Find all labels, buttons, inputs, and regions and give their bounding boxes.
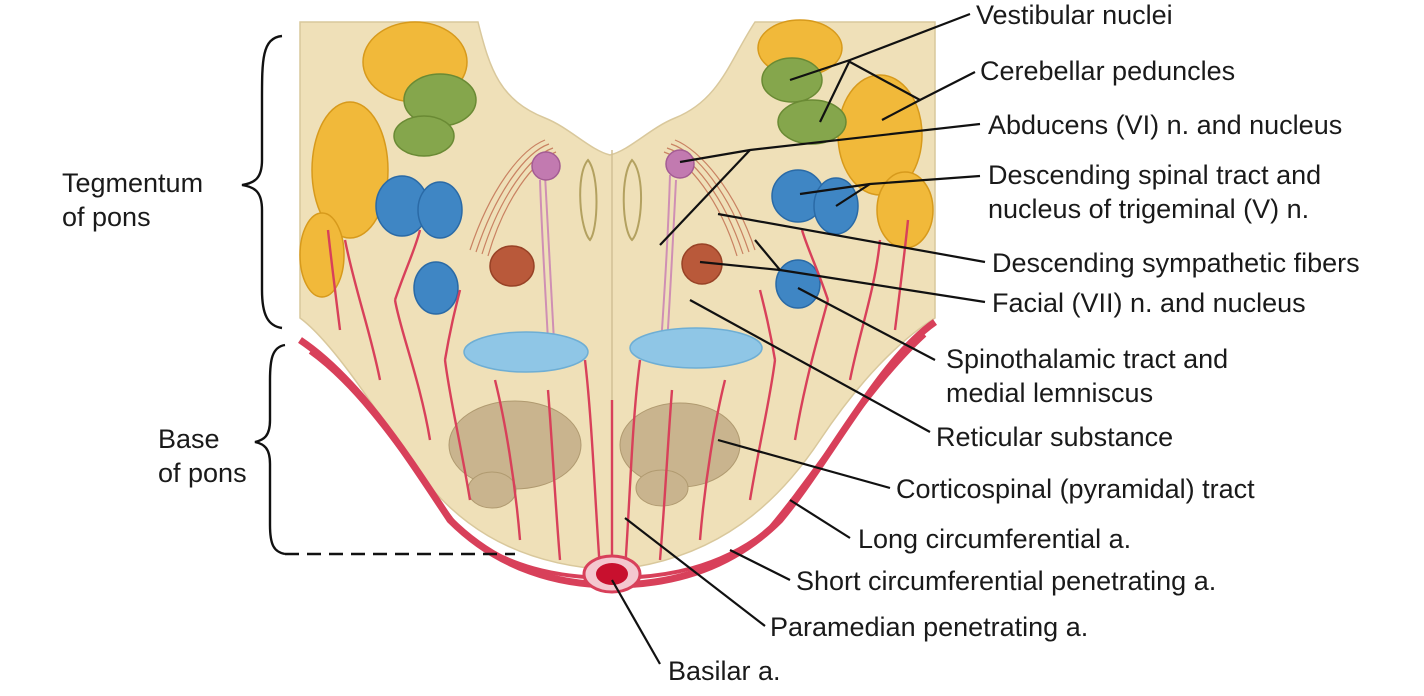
label-spinothalamic-line2: medial lemniscus bbox=[946, 378, 1154, 408]
tegmentum-brace bbox=[242, 36, 282, 328]
base-label-line1: Base bbox=[158, 424, 220, 454]
label-reticular: Reticular substance bbox=[936, 422, 1174, 452]
label-sympathetic: Descending sympathetic fibers bbox=[992, 248, 1360, 278]
tegmentum-label-line2: of pons bbox=[62, 202, 151, 232]
basilar-artery bbox=[584, 556, 640, 592]
side-labels bbox=[62, 168, 247, 488]
leader-basilar bbox=[612, 580, 660, 664]
tegmentum-label-line1: Tegmentum bbox=[62, 168, 204, 198]
label-long-circ: Long circumferential a. bbox=[858, 524, 1132, 554]
base-label-line2: of pons bbox=[158, 458, 247, 488]
label-abducens: Abducens (VI) n. and nucleus bbox=[988, 110, 1343, 140]
label-trigeminal-line2: nucleus of trigeminal (V) n. bbox=[988, 194, 1310, 224]
label-spinothalamic-line1: Spinothalamic tract and bbox=[946, 344, 1229, 374]
pons-section bbox=[300, 20, 935, 592]
label-basilar: Basilar a. bbox=[668, 656, 781, 686]
label-short-circ: Short circumferential penetrating a. bbox=[796, 566, 1217, 596]
label-facial: Facial (VII) n. and nucleus bbox=[992, 288, 1306, 318]
label-corticospinal: Corticospinal (pyramidal) tract bbox=[896, 474, 1255, 504]
label-trigeminal-line1: Descending spinal tract and bbox=[988, 160, 1322, 190]
leader-short-circ bbox=[730, 550, 790, 580]
label-paramedian: Paramedian penetrating a. bbox=[770, 612, 1089, 642]
leader-long-circ bbox=[790, 500, 850, 538]
label-cerebellar-peduncles: Cerebellar peduncles bbox=[980, 56, 1236, 86]
label-vestibular-nuclei: Vestibular nuclei bbox=[976, 0, 1173, 30]
